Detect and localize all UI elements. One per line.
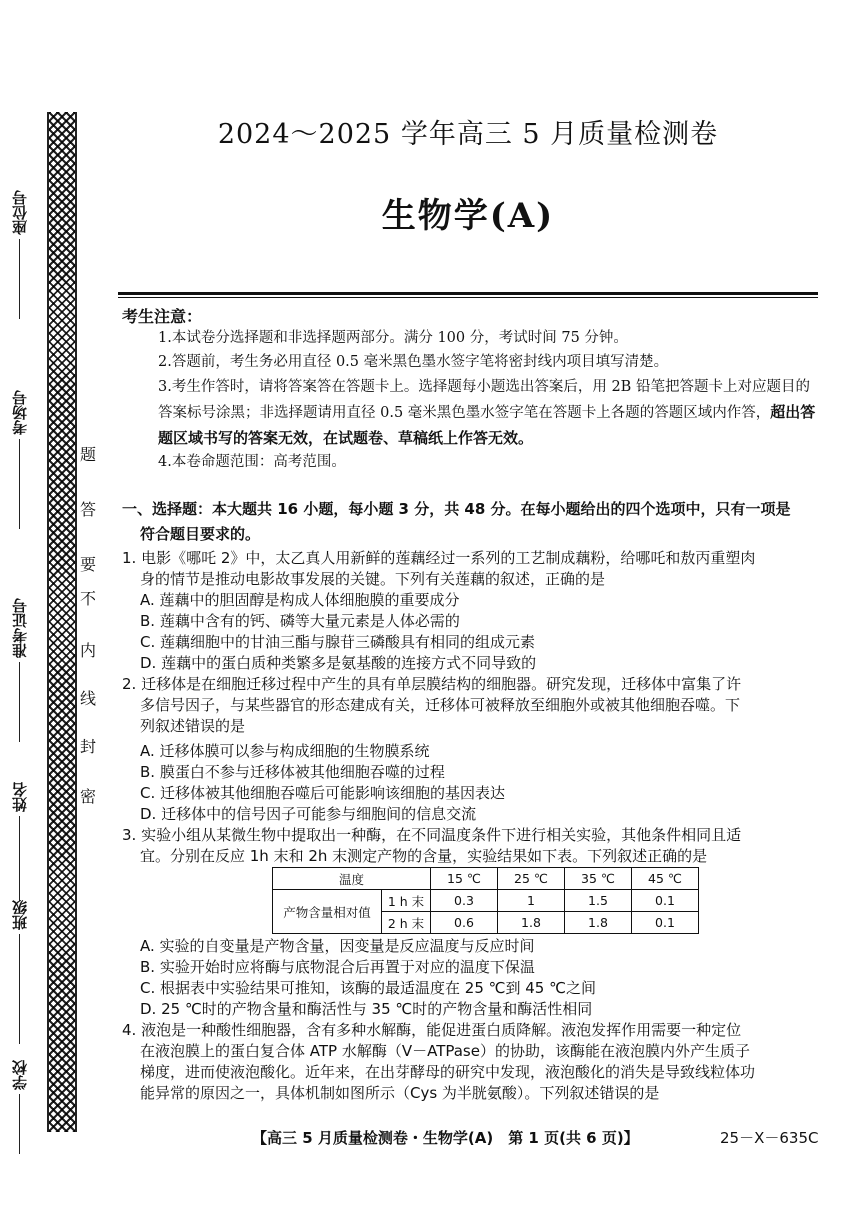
table-cell: 0.1 bbox=[632, 912, 699, 934]
seal-char: 答 bbox=[79, 500, 96, 519]
question-3-option: D. 25 ℃时的产物含量和酶活性与 35 ℃时的产物含量和酶活性相同 bbox=[140, 1000, 593, 1018]
seat-number-field bbox=[4, 190, 34, 319]
name-label: 姓名 bbox=[10, 782, 29, 812]
table-header-cell: 温度 bbox=[273, 868, 431, 890]
notice-num: 1. bbox=[158, 330, 172, 346]
question-4-line: 梯度，进而使液泡酸化。近年来，在出芽酵母的研究中发现，液泡酸化的消失是导致线粒体功 bbox=[140, 1063, 756, 1081]
table-cell: 1.8 bbox=[565, 912, 632, 934]
notice-text: 考生作答时，请将答案答在答题卡上。选择题每小题选出答案后，用 2B 铅笔把答题卡上对应题目的答案标号涂黑；非选择题请用直径 0.5 毫米黑色墨水签字笔在答题卡上各题的答题区域内作答， bbox=[158, 379, 810, 421]
question-2-line: 列叙述错误的是 bbox=[140, 717, 246, 735]
seat-number-line bbox=[19, 239, 20, 319]
table-row-group-label: 产物含量相对值 bbox=[273, 890, 382, 934]
question-2-option: C. 迁移体被其他细胞吞噬后可能影响该细胞的基因表达 bbox=[140, 784, 506, 802]
seal-char: 内 bbox=[79, 641, 96, 660]
exam-title: 2024～2025 学年高三 5 月质量检测卷 bbox=[217, 119, 719, 150]
binding-margin bbox=[0, 0, 120, 1227]
section-heading: 一、选择题：本大题共 16 小题，每小题 3 分，共 48 分。在每小题给出的四个选项中，只有一项是 bbox=[122, 500, 791, 518]
notice-item bbox=[158, 326, 816, 351]
table-row bbox=[273, 890, 699, 912]
table-row-label: 1 h 末 bbox=[382, 890, 431, 912]
school-line bbox=[19, 1094, 20, 1154]
notice-num: 3. bbox=[158, 379, 172, 395]
question-1-option: C. 莲藕细胞中的甘油三酯与腺苷三磷酸具有相同的组成元素 bbox=[140, 633, 536, 651]
notice-item bbox=[158, 450, 816, 475]
question-2-line: 多信号因子，与某些器官的形态建成有关，迁移体可被释放至细胞外或被其他细胞吞噬。下 bbox=[140, 696, 741, 714]
question-1-option: B. 莲藕中含有的钙、磷等大量元素是人体必需的 bbox=[140, 612, 460, 630]
table-cell: 0.3 bbox=[431, 890, 498, 912]
school-field bbox=[4, 1060, 34, 1154]
footer-code: 25－X－635C bbox=[720, 1129, 819, 1147]
seal-char: 密 bbox=[79, 787, 96, 806]
question-1-line: 1. 电影《哪吒 2》中，太乙真人用新鲜的莲藕经过一系列的工艺制成藕粉，给哪吒和敖丙重塑肉 bbox=[122, 549, 756, 567]
table-header-cell: 35 ℃ bbox=[565, 868, 632, 890]
question-1-option: D. 莲藕中的蛋白质种类繁多是氨基酸的连接方式不同导致的 bbox=[140, 654, 537, 672]
name-field bbox=[4, 782, 34, 901]
notice-item bbox=[158, 350, 816, 375]
question-2-option: D. 迁移体中的信号因子可能参与细胞间的信息交流 bbox=[140, 805, 477, 823]
question-3-option: A. 实验的自变量是产物含量，因变量是反应温度与反应时间 bbox=[140, 937, 535, 955]
question-3-line: 3. 实验小组从某微生物中提取出一种酶，在不同温度条件下进行相关实验，其他条件相同且适 bbox=[122, 826, 742, 844]
notice-num: 2. bbox=[158, 354, 172, 370]
question-2-option: A. 迁移体膜可以参与构成细胞的生物膜系统 bbox=[140, 742, 430, 760]
admission-number-field bbox=[4, 598, 34, 742]
divider-thin bbox=[118, 297, 818, 298]
class-field bbox=[4, 900, 34, 1044]
seal-char: 题 bbox=[79, 445, 96, 464]
seal-char: 线 bbox=[79, 689, 96, 708]
section-heading-cont: 符合题目要求的。 bbox=[140, 525, 261, 543]
table-header-cell: 25 ℃ bbox=[498, 868, 565, 890]
admission-number-label: 准考证号 bbox=[10, 598, 29, 658]
question-3-option: C. 根据表中实验结果可推知，该酶的最适温度在 25 ℃到 45 ℃之间 bbox=[140, 979, 596, 997]
notice-item bbox=[158, 375, 816, 452]
class-label: 班级 bbox=[10, 900, 29, 930]
question-4-line: 能异常的原因之一，具体机制如图所示（Cys 为半胱氨酸）。下列叙述错误的是 bbox=[140, 1084, 660, 1102]
question-1-option: A. 莲藕中的胆固醇是构成人体细胞膜的重要成分 bbox=[140, 591, 460, 609]
exam-room-line bbox=[19, 439, 20, 529]
question-1-line: 身的情节是推动电影故事发展的关键。下列有关莲藕的叙述，正确的是 bbox=[140, 570, 606, 588]
table-cell: 1.8 bbox=[498, 912, 565, 934]
school-label: 学校 bbox=[10, 1060, 29, 1090]
question-4-line: 在液泡膜上的蛋白复合体 ATP 水解酶（V－ATPase）的协助，该酶能在液泡膜内外产生质子 bbox=[140, 1042, 750, 1060]
notice-text: 答题前，考生务必用直径 0.5 毫米黑色墨水签字笔将密封线内项目填写清楚。 bbox=[171, 354, 669, 370]
question-4-line: 4. 液泡是一种酸性细胞器，含有多种水解酶，能促进蛋白质降解。液泡发挥作用需要一种定位 bbox=[122, 1021, 742, 1039]
subject-title: 生物学(A) bbox=[381, 196, 555, 236]
table-header-cell: 15 ℃ bbox=[431, 868, 498, 890]
table-header-row bbox=[273, 868, 699, 890]
table-cell: 1 bbox=[498, 890, 565, 912]
seat-number-label: 座位号 bbox=[10, 190, 29, 235]
question-2-line: 2. 迁移体是在细胞迁移过程中产生的具有单层膜结构的细胞器。研究发现，迁移体中富集了许 bbox=[122, 675, 742, 693]
footer-exam-info: 【高三 5 月质量检测卷・生物学(A) 第 1 页(共 6 页)】 bbox=[252, 1129, 639, 1147]
table-cell: 0.1 bbox=[632, 890, 699, 912]
seal-char: 不 bbox=[79, 589, 96, 608]
name-line bbox=[19, 816, 20, 901]
seal-char: 封 bbox=[79, 737, 96, 756]
question-3-line: 宜。分别在反应 1h 末和 2h 末测定产物的含量，实验结果如下表。下列叙述正确的是 bbox=[140, 847, 708, 865]
exam-room-field bbox=[4, 390, 34, 529]
table-header-cell: 45 ℃ bbox=[632, 868, 699, 890]
seal-char: 要 bbox=[79, 555, 96, 574]
exam-room-label: 考场号 bbox=[10, 390, 29, 435]
seal-pattern-strip bbox=[47, 112, 77, 1132]
question-3-option: B. 实验开始时应将酶与底物混合后再置于对应的温度下保温 bbox=[140, 958, 535, 976]
notice-num: 4. bbox=[158, 454, 172, 470]
notice-text: 本试卷分选择题和非选择题两部分。满分 100 分，考试时间 75 分钟。 bbox=[171, 330, 628, 346]
table-row-label: 2 h 末 bbox=[382, 912, 431, 934]
admission-number-line bbox=[19, 662, 20, 742]
notice-heading: 考生注意： bbox=[122, 307, 203, 326]
notice-emphasis: 超出答题区域书写的答案无效，在试题卷、草稿纸上作答无效。 bbox=[158, 403, 816, 447]
results-table bbox=[272, 867, 699, 934]
class-line bbox=[19, 934, 20, 1044]
notice-text: 本卷命题范围：高考范围。 bbox=[171, 454, 346, 470]
table-cell: 1.5 bbox=[565, 890, 632, 912]
table-cell: 0.6 bbox=[431, 912, 498, 934]
question-2-option: B. 膜蛋白不参与迁移体被其他细胞吞噬的过程 bbox=[140, 763, 445, 781]
divider-thick bbox=[118, 292, 818, 295]
